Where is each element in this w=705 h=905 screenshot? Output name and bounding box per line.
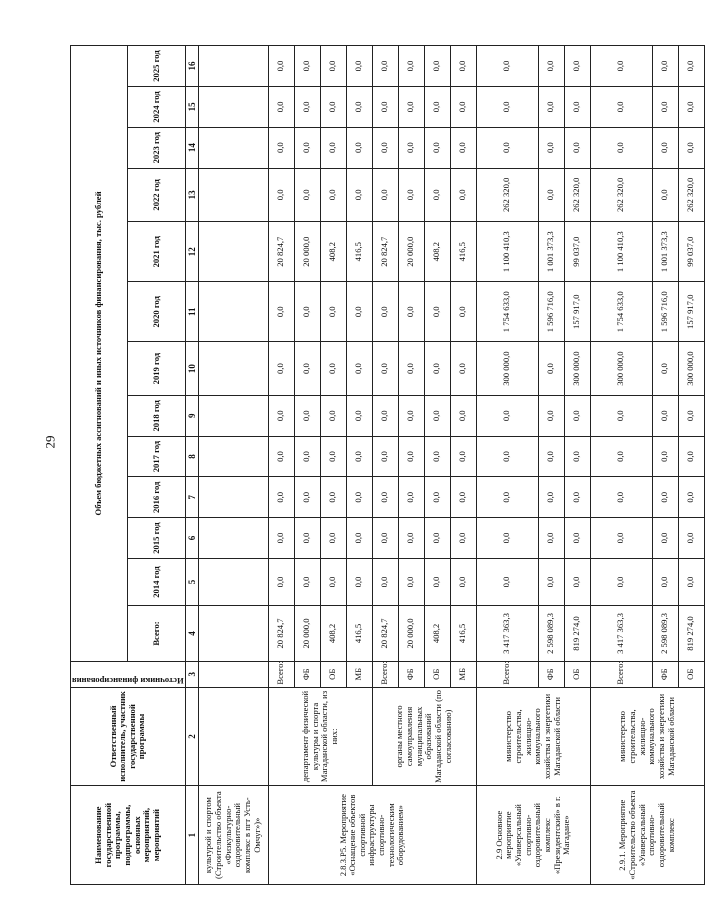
row-source-cell: МБ: [450, 661, 476, 687]
row-year-value-cell: 1 001 373,3: [652, 222, 678, 282]
row-year-value-cell: 0,0: [320, 46, 346, 87]
row-year-value-cell: 0,0: [424, 282, 450, 342]
row-year-value-cell: [198, 127, 268, 168]
row-year-value-cell: 0,0: [424, 127, 450, 168]
row-year-value-cell: 0,0: [294, 395, 320, 436]
header-year: 2015 год: [128, 518, 185, 559]
header-executor: Ответственный исполнитель, участник государственной программы: [71, 687, 186, 786]
row-year-value-cell: 0,0: [652, 395, 678, 436]
row-year-value-cell: 0,0: [294, 436, 320, 477]
row-year-value-cell: 0,0: [564, 46, 590, 87]
row-year-value-cell: [198, 342, 268, 396]
header-year: 2022 год: [128, 168, 185, 222]
row-year-value-cell: 0,0: [450, 127, 476, 168]
row-year-value-cell: 0,0: [538, 46, 564, 87]
row-year-value-cell: 0,0: [564, 395, 590, 436]
index-cell: 13: [185, 168, 198, 222]
row-year-value-cell: 0,0: [424, 342, 450, 396]
row-year-value-cell: 0,0: [424, 87, 450, 128]
row-executor-cell: министерство строительства, жилищно-коммунального хозяйства и энергетики Магаданской области: [590, 687, 704, 786]
row-year-value-cell: 0,0: [372, 558, 398, 605]
row-year-value-cell: 0,0: [538, 168, 564, 222]
row-source-cell: ОБ: [564, 661, 590, 687]
row-year-value-cell: 0,0: [450, 342, 476, 396]
row-year-value-cell: 1 100 410,3: [476, 222, 538, 282]
row-year-value-cell: 0,0: [372, 342, 398, 396]
row-year-value-cell: 20 000,0: [294, 222, 320, 282]
row-source-cell: ФБ: [652, 661, 678, 687]
header-row-1: [71, 46, 128, 885]
row-year-value-cell: 300 000,0: [678, 342, 704, 396]
row-year-value-cell: 99 037,0: [678, 222, 704, 282]
row-total-cell: 416,5: [450, 606, 476, 662]
index-cell: 8: [185, 436, 198, 477]
row-year-value-cell: 0,0: [590, 518, 652, 559]
row-year-value-cell: 0,0: [346, 395, 372, 436]
row-year-value-cell: [198, 558, 268, 605]
row-year-value-cell: 0,0: [450, 518, 476, 559]
row-year-value-cell: 20 824,7: [268, 222, 294, 282]
row-year-value-cell: 300 000,0: [590, 342, 652, 396]
row-year-value-cell: 408,2: [424, 222, 450, 282]
header-year: 2021 год: [128, 222, 185, 282]
row-total-cell: 408,2: [424, 606, 450, 662]
index-cell: 7: [185, 477, 198, 518]
row-year-value-cell: 0,0: [268, 282, 294, 342]
row-year-value-cell: 0,0: [652, 168, 678, 222]
row-source-cell: Всего:: [590, 661, 652, 687]
row-year-value-cell: 0,0: [372, 46, 398, 87]
row-year-value-cell: 416,5: [346, 222, 372, 282]
row-year-value-cell: 0,0: [538, 395, 564, 436]
row-year-value-cell: 0,0: [564, 127, 590, 168]
row-total-cell: 20 824,7: [268, 606, 294, 662]
row-year-value-cell: 0,0: [590, 436, 652, 477]
row-year-value-cell: 0,0: [372, 477, 398, 518]
row-year-value-cell: 262 320,0: [564, 168, 590, 222]
row-source-cell: ФБ: [538, 661, 564, 687]
row-year-value-cell: 0,0: [590, 558, 652, 605]
row-year-value-cell: 0,0: [652, 477, 678, 518]
row-year-value-cell: 0,0: [372, 395, 398, 436]
row-year-value-cell: 0,0: [652, 127, 678, 168]
row-executor-cell: департамент физической культуры и спорта Магаданской области, из них:: [268, 687, 372, 786]
row-year-value-cell: 0,0: [538, 87, 564, 128]
row-year-value-cell: 0,0: [424, 168, 450, 222]
row-year-value-cell: 0,0: [538, 558, 564, 605]
row-year-value-cell: [198, 477, 268, 518]
table-row: [590, 46, 652, 885]
header-total: Всего:: [128, 606, 185, 662]
row-year-value-cell: 0,0: [294, 127, 320, 168]
row-name-cell: 2.9 Основное мероприятие «Универсальный спортивно-оздоровительный комплекс «Президентский» в г. Магадане»: [476, 786, 590, 885]
row-year-value-cell: 0,0: [398, 558, 424, 605]
row-year-value-cell: 0,0: [320, 477, 346, 518]
row-year-value-cell: 0,0: [398, 477, 424, 518]
funding-table: [70, 45, 705, 885]
row-year-value-cell: 157 917,0: [678, 282, 704, 342]
row-total-cell: 20 000,0: [398, 606, 424, 662]
row-year-value-cell: 0,0: [652, 436, 678, 477]
row-year-value-cell: 0,0: [450, 395, 476, 436]
rotated-table-container: [70, 45, 696, 885]
row-year-value-cell: 0,0: [450, 282, 476, 342]
row-year-value-cell: 0,0: [346, 558, 372, 605]
row-year-value-cell: 0,0: [294, 87, 320, 128]
row-total-cell: 20 000,0: [294, 606, 320, 662]
row-year-value-cell: [198, 222, 268, 282]
row-year-value-cell: 0,0: [652, 558, 678, 605]
row-year-value-cell: [198, 46, 268, 87]
row-year-value-cell: [198, 518, 268, 559]
row-year-value-cell: 0,0: [398, 127, 424, 168]
row-year-value-cell: 1 754 633,0: [476, 282, 538, 342]
row-year-value-cell: 0,0: [564, 477, 590, 518]
row-year-value-cell: 0,0: [564, 436, 590, 477]
row-source-cell: ФБ: [294, 661, 320, 687]
row-year-value-cell: 0,0: [476, 87, 538, 128]
row-year-value-cell: 0,0: [372, 518, 398, 559]
row-year-value-cell: 20 824,7: [372, 222, 398, 282]
row-year-value-cell: 416,5: [450, 222, 476, 282]
row-executor-cell: органы местного самоуправления муниципальных образований Магаданской области (по согласованию): [372, 687, 476, 786]
row-year-value-cell: 0,0: [268, 168, 294, 222]
row-year-value-cell: 0,0: [372, 87, 398, 128]
row-year-value-cell: 0,0: [424, 46, 450, 87]
row-source-cell: Всего:: [268, 661, 294, 687]
row-total-cell: 2 598 089,3: [652, 606, 678, 662]
row-year-value-cell: 0,0: [320, 87, 346, 128]
row-year-value-cell: 0,0: [538, 477, 564, 518]
index-row: [185, 46, 198, 885]
row-year-value-cell: 0,0: [346, 477, 372, 518]
row-year-value-cell: 0,0: [652, 342, 678, 396]
row-year-value-cell: 0,0: [590, 127, 652, 168]
index-cell: 5: [185, 558, 198, 605]
row-year-value-cell: 0,0: [268, 558, 294, 605]
row-year-value-cell: 0,0: [398, 46, 424, 87]
row-year-value-cell: 0,0: [424, 436, 450, 477]
row-year-value-cell: [198, 282, 268, 342]
row-year-value-cell: 0,0: [268, 436, 294, 477]
header-year: 2016 год: [128, 477, 185, 518]
row-year-value-cell: 408,2: [320, 222, 346, 282]
row-year-value-cell: 0,0: [320, 395, 346, 436]
row-year-value-cell: 0,0: [294, 342, 320, 396]
row-year-value-cell: 0,0: [590, 395, 652, 436]
row-source-cell: Всего:: [372, 661, 398, 687]
row-year-value-cell: [198, 168, 268, 222]
row-year-value-cell: 0,0: [398, 168, 424, 222]
row-year-value-cell: 0,0: [476, 127, 538, 168]
row-year-value-cell: 0,0: [476, 436, 538, 477]
row-year-value-cell: 0,0: [268, 518, 294, 559]
index-cell: 9: [185, 395, 198, 436]
row-year-value-cell: 0,0: [372, 127, 398, 168]
row-year-value-cell: 0,0: [320, 127, 346, 168]
row-year-value-cell: 0,0: [538, 127, 564, 168]
row-year-value-cell: 0,0: [424, 558, 450, 605]
row-year-value-cell: 0,0: [678, 436, 704, 477]
row-year-value-cell: 0,0: [294, 477, 320, 518]
index-cell: 4: [185, 606, 198, 662]
row-year-value-cell: 0,0: [450, 477, 476, 518]
index-cell: 6: [185, 518, 198, 559]
row-year-value-cell: 262 320,0: [678, 168, 704, 222]
page-number: 29: [42, 435, 58, 449]
row-year-value-cell: 0,0: [320, 518, 346, 559]
row-year-value-cell: 0,0: [320, 168, 346, 222]
row-executor-cell: [198, 687, 268, 786]
index-cell: 12: [185, 222, 198, 282]
index-cell: 1: [185, 786, 198, 885]
header-year: 2023 год: [128, 127, 185, 168]
row-year-value-cell: 0,0: [346, 87, 372, 128]
row-year-value-cell: 99 037,0: [564, 222, 590, 282]
row-year-value-cell: 0,0: [346, 518, 372, 559]
row-year-value-cell: 0,0: [320, 558, 346, 605]
row-total-cell: 416,5: [346, 606, 372, 662]
row-year-value-cell: 0,0: [564, 518, 590, 559]
header-year: 2018 год: [128, 395, 185, 436]
row-year-value-cell: 0,0: [678, 558, 704, 605]
row-source-cell: ОБ: [678, 661, 704, 687]
row-total-cell: 819 274,0: [678, 606, 704, 662]
row-year-value-cell: 0,0: [346, 436, 372, 477]
row-year-value-cell: 1 596 716,0: [538, 282, 564, 342]
row-year-value-cell: 1 754 633,0: [590, 282, 652, 342]
row-year-value-cell: 1 100 410,3: [590, 222, 652, 282]
row-year-value-cell: 0,0: [450, 168, 476, 222]
row-year-value-cell: 0,0: [538, 436, 564, 477]
row-year-value-cell: 0,0: [294, 518, 320, 559]
index-cell: 16: [185, 46, 198, 87]
table-row: [372, 46, 398, 885]
row-year-value-cell: 0,0: [450, 558, 476, 605]
row-year-value-cell: 0,0: [538, 518, 564, 559]
row-year-value-cell: 0,0: [652, 87, 678, 128]
row-year-value-cell: 0,0: [268, 127, 294, 168]
table-body: [198, 46, 704, 885]
header-year: 2025 год: [128, 46, 185, 87]
header-year: 2014 год: [128, 558, 185, 605]
row-year-value-cell: 262 320,0: [590, 168, 652, 222]
row-year-value-cell: 0,0: [294, 558, 320, 605]
row-year-value-cell: 0,0: [346, 127, 372, 168]
row-year-value-cell: 0,0: [398, 436, 424, 477]
header-year: 2020 год: [128, 282, 185, 342]
row-year-value-cell: 0,0: [476, 558, 538, 605]
row-name-cell: культурой и спортом (Строительство объекта «Физкультурно-оздоровительный комплекс в пгт Усть-Омчуг»)»: [198, 786, 268, 885]
row-year-value-cell: 0,0: [678, 127, 704, 168]
row-year-value-cell: 0,0: [268, 477, 294, 518]
row-year-value-cell: 0,0: [346, 168, 372, 222]
row-year-value-cell: 0,0: [294, 168, 320, 222]
header-name: Наименование государственной программы, подпрограммы, основных мероприятий, мероприятий: [71, 786, 186, 885]
row-year-value-cell: 0,0: [320, 436, 346, 477]
row-year-value-cell: 0,0: [398, 395, 424, 436]
row-year-value-cell: 1 001 373,3: [538, 222, 564, 282]
row-year-value-cell: 0,0: [398, 282, 424, 342]
row-year-value-cell: 0,0: [564, 87, 590, 128]
row-year-value-cell: 0,0: [678, 87, 704, 128]
index-cell: 11: [185, 282, 198, 342]
row-name-cell: 2.8.3.P5. Мероприятие «Оснащение объектов спортивной инфраструктуры спортивно-технологическим оборудованием»: [268, 786, 476, 885]
row-year-value-cell: [198, 436, 268, 477]
header-funding: Объем бюджетных ассигнований и иных источников финансирования, тыс. рублей: [71, 46, 128, 662]
row-year-value-cell: 300 000,0: [476, 342, 538, 396]
table-row: [268, 46, 294, 885]
row-year-value-cell: 0,0: [476, 477, 538, 518]
row-source-cell: Всего:: [476, 661, 538, 687]
index-cell: 10: [185, 342, 198, 396]
row-year-value-cell: 0,0: [590, 87, 652, 128]
row-source-cell: [198, 661, 268, 687]
row-year-value-cell: 300 000,0: [564, 342, 590, 396]
row-year-value-cell: 0,0: [678, 46, 704, 87]
row-source-cell: ОБ: [424, 661, 450, 687]
row-year-value-cell: 20 000,0: [398, 222, 424, 282]
row-year-value-cell: 1 596 716,0: [652, 282, 678, 342]
row-total-cell: 408,2: [320, 606, 346, 662]
table-row: [198, 46, 268, 885]
row-year-value-cell: [198, 87, 268, 128]
row-year-value-cell: 0,0: [476, 46, 538, 87]
row-total-cell: 2 598 089,3: [538, 606, 564, 662]
row-year-value-cell: 0,0: [268, 46, 294, 87]
row-year-value-cell: 0,0: [678, 477, 704, 518]
header-source: Источники финансирования: [71, 661, 186, 687]
row-total-cell: 20 824,7: [372, 606, 398, 662]
index-cell: 14: [185, 127, 198, 168]
header-year: 2024 год: [128, 87, 185, 128]
row-year-value-cell: 0,0: [424, 395, 450, 436]
row-year-value-cell: 0,0: [346, 282, 372, 342]
row-year-value-cell: 0,0: [346, 46, 372, 87]
row-year-value-cell: 0,0: [372, 168, 398, 222]
row-year-value-cell: 0,0: [450, 46, 476, 87]
row-executor-cell: министерство строительства, жилищно-коммунального хозяйства и энергетики Магаданской области: [476, 687, 590, 786]
row-year-value-cell: 0,0: [590, 477, 652, 518]
row-year-value-cell: 0,0: [678, 518, 704, 559]
row-year-value-cell: 0,0: [268, 87, 294, 128]
row-year-value-cell: 0,0: [538, 342, 564, 396]
row-total-cell: 819 274,0: [564, 606, 590, 662]
header-year: 2019 год: [128, 342, 185, 396]
row-year-value-cell: 0,0: [398, 87, 424, 128]
row-year-value-cell: 0,0: [476, 518, 538, 559]
index-cell: 2: [185, 687, 198, 786]
row-source-cell: МБ: [346, 661, 372, 687]
row-total-cell: 3 417 363,3: [476, 606, 538, 662]
row-year-value-cell: 0,0: [450, 87, 476, 128]
row-year-value-cell: 0,0: [372, 282, 398, 342]
row-year-value-cell: 157 917,0: [564, 282, 590, 342]
row-year-value-cell: 0,0: [450, 436, 476, 477]
row-year-value-cell: 0,0: [424, 477, 450, 518]
row-year-value-cell: 0,0: [590, 46, 652, 87]
row-year-value-cell: 262 320,0: [476, 168, 538, 222]
row-source-cell: ФБ: [398, 661, 424, 687]
row-year-value-cell: 0,0: [398, 518, 424, 559]
index-cell: 3: [185, 661, 198, 687]
row-year-value-cell: [198, 395, 268, 436]
row-year-value-cell: 0,0: [372, 436, 398, 477]
row-year-value-cell: 0,0: [398, 342, 424, 396]
header-year: 2017 год: [128, 436, 185, 477]
row-year-value-cell: 0,0: [564, 558, 590, 605]
row-name-cell: 2.9.1. Мероприятие «Строительство объекта «Универсальный спортивно-оздоровительный комплекс: [590, 786, 704, 885]
row-year-value-cell: 0,0: [678, 395, 704, 436]
row-total-cell: 3 417 363,3: [590, 606, 652, 662]
row-total-cell: [198, 606, 268, 662]
row-year-value-cell: 0,0: [320, 282, 346, 342]
row-year-value-cell: 0,0: [320, 342, 346, 396]
row-year-value-cell: 0,0: [268, 395, 294, 436]
index-cell: 15: [185, 87, 198, 128]
table-row: [476, 46, 538, 885]
row-year-value-cell: 0,0: [652, 518, 678, 559]
row-source-cell: ОБ: [320, 661, 346, 687]
row-year-value-cell: 0,0: [652, 46, 678, 87]
row-year-value-cell: 0,0: [294, 46, 320, 87]
row-year-value-cell: 0,0: [476, 395, 538, 436]
row-year-value-cell: 0,0: [346, 342, 372, 396]
row-year-value-cell: 0,0: [294, 282, 320, 342]
row-year-value-cell: 0,0: [268, 342, 294, 396]
row-year-value-cell: 0,0: [424, 518, 450, 559]
